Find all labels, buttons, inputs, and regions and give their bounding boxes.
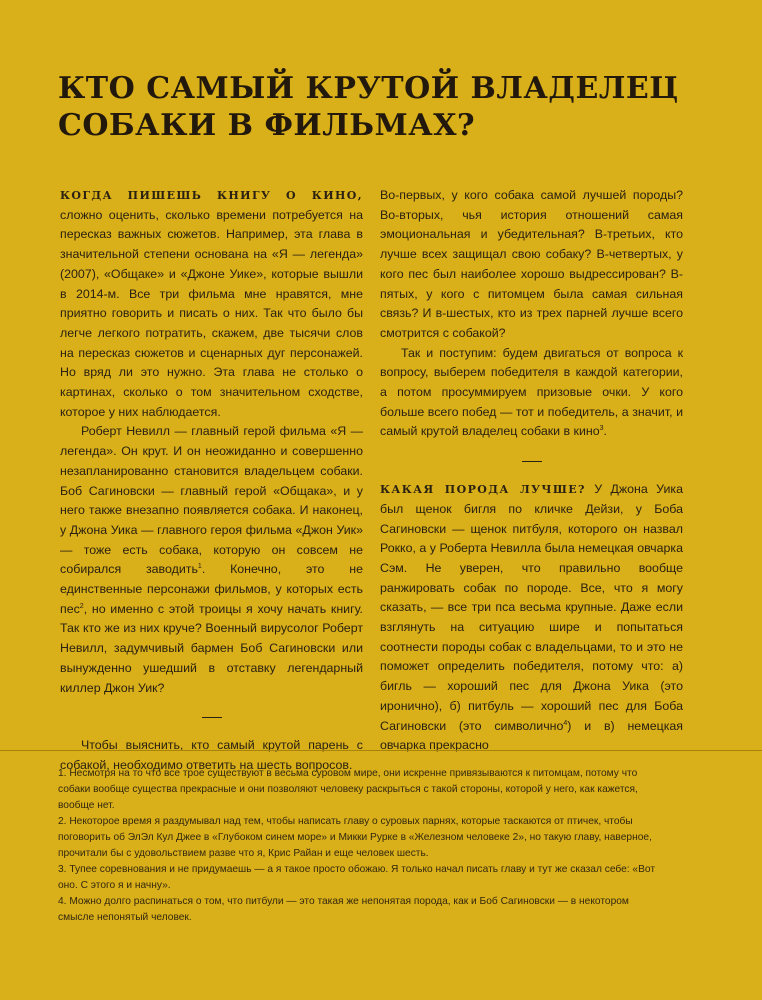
footnote-3 bbox=[58, 862, 690, 894]
paragraph-text: ) и в) немецкая овчарка прекрасно bbox=[380, 718, 683, 753]
paragraph-text: Так и поступим: будем двигаться от вопроса к вопросу, выберем победителя в каждой категории, а потом просуммируем призовые очки. У кого больше всего побед — тот и победитель, а значит, и самый крутой владелец собаки в кино bbox=[380, 345, 683, 439]
footnote-ref-4[interactable]: 4 bbox=[563, 719, 568, 727]
footnote-line: 1. Несмотря на то что все трое существуют в весьма суровом мире, они искренне привязываются к питомцам, потому что bbox=[58, 768, 638, 779]
footnote-line: 2. Некоторое время я раздумывал над тем, чтобы написать главу о суровых парнях, которые таскаются от птичек, чтобы bbox=[58, 816, 633, 827]
footnote-line: 3. Тупее соревнования и не придумаешь — а я такое просто обожаю. Я только начал писать главу и тут же сказал себе: «Вот bbox=[58, 864, 655, 875]
footnote-line: прочитали бы с удовольствием разве что я, Крис Райан и еще человек шесть. bbox=[58, 848, 429, 859]
footnote-line: смысле непонятый человек. bbox=[58, 912, 192, 923]
chapter-title: КТО САМЫЙ КРУТОЙ ВЛАДЕЛЕЦ СОБАКИ В ФИЛЬМАХ? bbox=[58, 71, 679, 143]
paragraph-text: Роберт Невилл — главный герой фильма «Я — легенда». Он крут. И он неожиданно и совершенно незапланированно становится владельцем собаки. Боб Сагиновски — главный герой «Общака», и у него также внезапно появляется собака. И наконец, у Джона Уика — главного героя фильма «Джон Уик» — тоже есть собака, которую он совсем не собирался заводить bbox=[60, 424, 363, 577]
footnote-1 bbox=[58, 766, 690, 814]
paragraph-text: . bbox=[603, 424, 607, 439]
footnote-line: собаки вообще существа прекрасные и они позволяют человеку раскрыться с такой стороны, которой у него, как кажется, bbox=[58, 784, 638, 795]
footnote-line: оно. С этого я и начну». bbox=[58, 880, 171, 891]
paragraph-questions: Во-первых, у кого собака самой лучшей породы? Во-вторых, чья история отношений самая эмоциональная и убедительная? В-третьих, кто лучше всех защищал свою собаку? В-четвертых, у кого пес был наиболее хорошо выдрессирован? В-пятых, у кого с питомцем была самая сильная связь? И в-шестых, кто из трех парней лучше всего смотрится с собакой? bbox=[380, 188, 683, 340]
paragraph-breed bbox=[380, 480, 683, 756]
lead-in-text: КОГДА ПИШЕШЬ КНИГУ О КИНО, bbox=[60, 189, 363, 202]
footnote-ref-1[interactable]: 1 bbox=[197, 563, 202, 571]
paragraph-intro bbox=[60, 186, 363, 422]
paragraph-characters bbox=[60, 422, 363, 698]
section-divider bbox=[202, 717, 222, 718]
footnote-line: 4. Можно долго распинаться о том, что питбули — это такая же непонятая порода, как и Боб Сагиновски — в некотором bbox=[58, 896, 629, 907]
left-column bbox=[60, 186, 363, 776]
lead-in-text: КАКАЯ ПОРОДА ЛУЧШЕ? bbox=[380, 483, 586, 497]
footnote-line: поговорить об ЭлЭл Кул Джее в «Глубоком синем море» и Микки Рурке в «Железном человеке 2», но такую главу, наверное, bbox=[58, 832, 652, 843]
footnote-ref-3[interactable]: 3 bbox=[599, 425, 604, 433]
footnote-ref-2[interactable]: 2 bbox=[79, 602, 84, 610]
footnote-4 bbox=[58, 894, 690, 926]
footnote-line: вообще нет. bbox=[58, 800, 115, 811]
paragraph-method bbox=[380, 344, 683, 443]
paragraph-text: . Конечно, это не единственные персонажи фильмов, у которых есть пес bbox=[60, 562, 363, 616]
paragraph-text: , но именно с этой троицы я хочу начать книгу. Так кто же из них круче? Военный вирусолог Роберт Невилл, задумчивый бармен Боб Сагиновски или вынужденно ушедший в отставку легендарный киллер Джон Уик? bbox=[60, 601, 363, 695]
section-divider bbox=[522, 461, 542, 462]
footnote-separator bbox=[0, 750, 762, 751]
paragraph-text: сложно оценить, сколько времени потребуется на пересказ важных сюжетов. Например, эта глава в значительной степени основана на «Я — легенда» (2007), «Общаке» и «Джоне Уике», которые вышли в 2014-м. Все три фильма мне нравятся, мне приятно говорить и писать о них. Так что было бы легче легкого потратить, скажем, две тысячи слов на пересказ сюжетов и сценарных дуг персонажей. Но вряд ли это нужно. Эта глава не столько о картинах, сколько о том значительном сходстве, которое у них наблюдается. bbox=[60, 207, 363, 419]
footnote-2 bbox=[58, 814, 690, 862]
paragraph-text: У Джона Уика был щенок бигля по кличке Дейзи, у Боба Сагиновски — щенок питбуля, которого он назвал Рокко, а у Роберта Невилла была немецкая овчарка Сэм. Не уверен, что правильно вообще ранжировать собак по породе. Все, что я могу сказать, — все три пса весьма крупные. Даже если взглянуть на ситуацию шире и попытаться соотнести породы собак с владельцами, то и это не поможет определить победителя, потому что: а) бигль — хороший пес для Джона Уика (это иронично), б) питбуль — хороший пес для Боба Сагиновски (это символично bbox=[380, 482, 683, 733]
footnotes bbox=[58, 766, 690, 926]
paragraph-questions-intro: Чтобы выяснить, кто самый крутой парень с собакой, необходимо ответить на шесть вопросов. bbox=[60, 738, 363, 772]
right-column bbox=[380, 186, 683, 756]
